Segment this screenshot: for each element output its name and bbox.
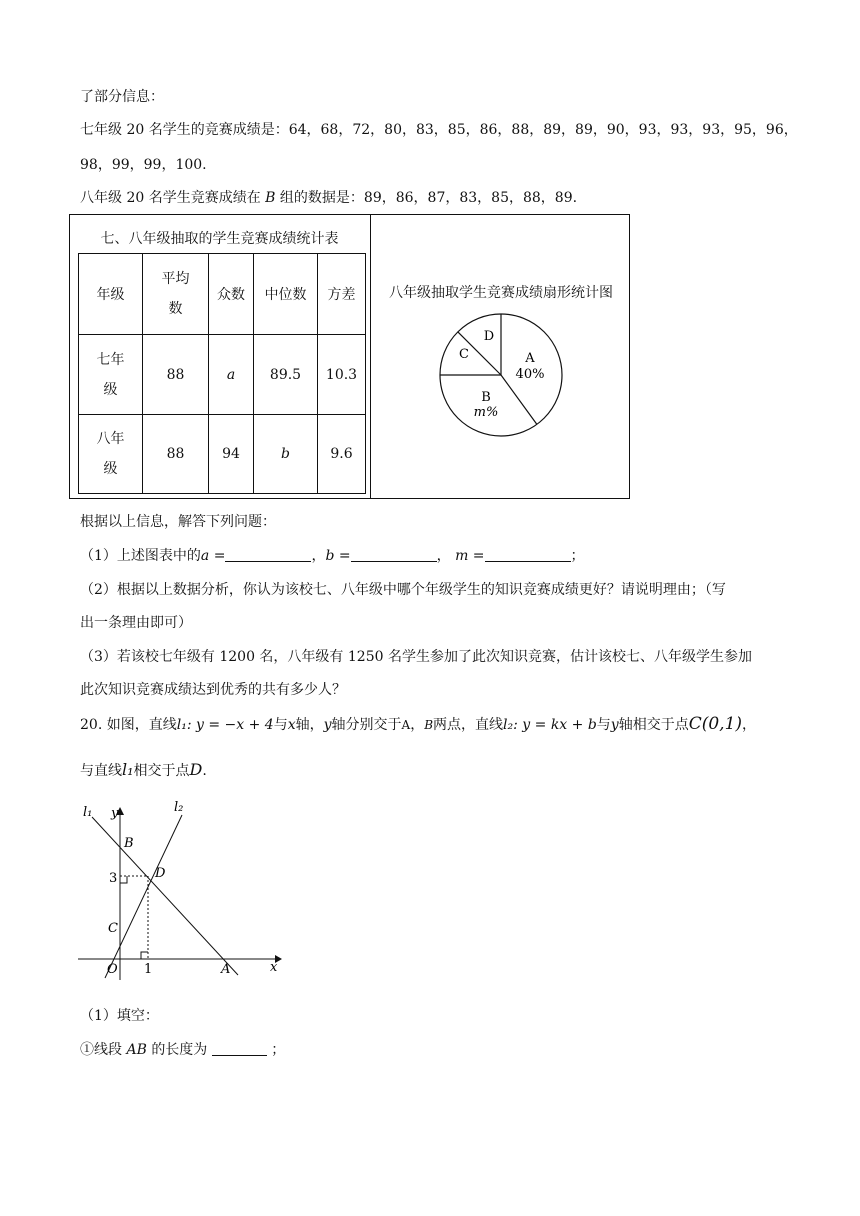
row-median: 89.5 <box>254 335 318 415</box>
question-2-line1: （2）根据以上数据分析，你认为该校七、八年级中哪个年级学生的知识竞赛成绩更好？请说明理由；（写 <box>80 582 726 598</box>
graph-label-y: y <box>111 806 119 821</box>
q1-prefix: （1）上述图表中的 <box>80 548 201 564</box>
line-l1 <box>92 817 238 975</box>
pie-chart <box>436 310 566 440</box>
header-mean-text: 平均数 <box>161 271 190 317</box>
graph-label-l2: l₂ <box>174 800 184 815</box>
p20-eq2: : y = kx + b <box>513 717 597 733</box>
row-mean: 88 <box>143 335 209 415</box>
row-grade-text: 七年级 <box>96 351 125 398</box>
problem20-line1 <box>80 714 756 735</box>
sub-question-1: （1）填空： <box>80 1008 159 1024</box>
p20-l1: l₁ <box>176 717 187 733</box>
graph-tick-3: 3 <box>109 871 118 886</box>
p20-text: 与直线 <box>80 763 122 779</box>
grade8-b-suffix: 组的数据是：89，86，87，83，85，88，89. <box>279 190 578 206</box>
p20-y: y <box>323 717 332 733</box>
line-l2 <box>105 815 182 978</box>
table-header-row <box>79 254 366 335</box>
row-grade <box>79 335 143 415</box>
item1-blank[interactable] <box>212 1041 267 1056</box>
pie-label-a: A <box>525 351 535 366</box>
pie-title: 八年级抽取学生竞赛成绩扇形统计图 <box>389 285 613 301</box>
question-1 <box>80 546 585 566</box>
q1-end: ； <box>570 548 585 564</box>
q1-m-label: m = <box>455 548 485 564</box>
graph-label-A: A <box>221 962 231 977</box>
q1-m-blank[interactable] <box>485 547 571 562</box>
p20-l1: l₁ <box>122 760 134 779</box>
p20-text: 轴分别交于 <box>331 717 402 733</box>
q1-a-label: a = <box>200 548 226 564</box>
graph-tick-1: 1 <box>144 962 153 977</box>
p20-text: 相交于点 <box>133 763 190 779</box>
q1-sep: ， <box>311 548 326 564</box>
grade8-b-group: B <box>265 190 276 206</box>
p20-text: 两点，直线 <box>433 717 504 733</box>
graph-label-O: O <box>107 962 118 977</box>
figure-divider <box>370 214 371 499</box>
table-row <box>79 335 366 415</box>
grade7-scores-line1: 七年级 20 名学生的竞赛成绩是：64，68，72，80，83，85，86，88，89，89，90，93，93，93，95，96， <box>80 122 798 138</box>
right-angle-mark <box>120 876 127 883</box>
item1-suffix: 的长度为 <box>151 1042 208 1058</box>
p20-text: 轴， <box>295 717 324 733</box>
header-mean <box>143 254 209 335</box>
p20-D: D <box>189 760 203 779</box>
row-variance: 10.3 <box>318 335 366 415</box>
row-mode: 94 <box>209 415 254 494</box>
p20-y: y <box>610 717 619 733</box>
item1-prefix: ①线段 <box>80 1042 122 1058</box>
stats-table-title: 七、八年级抽取的学生竞赛成绩统计表 <box>100 231 339 247</box>
question-3-line1: （3）若该校七年级有 1200 名，八年级有 1250 名学生参加了此次知识竞赛，估计该校七、八年级学生参加 <box>80 649 752 665</box>
row-mode: a <box>209 335 254 415</box>
problem20-line2 <box>80 760 207 781</box>
p20-text: . <box>202 763 207 779</box>
p20-text: ， <box>742 717 757 733</box>
row-grade-text: 八年级 <box>96 431 125 477</box>
p20-text: 与 <box>273 717 288 733</box>
stats-table <box>78 253 366 494</box>
pie-value-a: 40% <box>515 367 545 382</box>
header-grade: 年级 <box>79 254 143 335</box>
p20-A: A <box>401 718 411 732</box>
header-median: 中位数 <box>254 254 318 335</box>
question-2-line2: 出一条理由即可） <box>80 615 192 631</box>
item1-end: ； <box>271 1042 286 1058</box>
graph-label-D: D <box>155 866 166 881</box>
question-3-line2: 此次知识竞赛成绩达到优秀的共有多少人？ <box>80 682 346 698</box>
p20-text: ， <box>410 717 425 733</box>
p20-x: x <box>287 717 296 733</box>
row-variance: 9.6 <box>318 415 366 494</box>
p20-text: 如图，直线 <box>106 717 177 733</box>
pie-label-b: B <box>481 390 491 405</box>
p20-text: 轴相交于点 <box>618 717 689 733</box>
header-mode: 众数 <box>209 254 254 335</box>
p20-l2: l₂ <box>503 717 514 733</box>
questions-lead: 根据以上信息，解答下列问题： <box>80 514 276 530</box>
row-mean: 88 <box>143 415 209 494</box>
grade8-b-data <box>80 188 577 208</box>
table-row <box>79 415 366 494</box>
intro-continuation: 了部分信息： <box>80 89 164 105</box>
pie-value-b: m% <box>473 405 499 420</box>
q1-a-blank[interactable] <box>225 547 311 562</box>
p20-B: B <box>424 718 434 732</box>
header-variance: 方差 <box>318 254 366 335</box>
p20-text: 与 <box>596 717 611 733</box>
row-median: b <box>254 415 318 494</box>
p20-eq1: : y = −x + 4 <box>186 717 274 733</box>
sub-question-1-item1 <box>80 1040 285 1060</box>
right-angle-mark <box>141 952 148 959</box>
graph-label-x: x <box>270 960 278 975</box>
q1-b-label: b = <box>325 548 351 564</box>
p20-C: C(0,1) <box>688 714 743 734</box>
problem-number: 20. <box>80 717 103 733</box>
coordinate-graph <box>70 795 290 985</box>
graph-label-C: C <box>108 921 118 936</box>
graph-label-l1: l₁ <box>83 805 93 820</box>
grade8-b-prefix: 八年级 20 名学生竞赛成绩在 <box>80 190 261 206</box>
graph-label-B: B <box>124 836 134 851</box>
grade7-scores-line2: 98，99，99，100. <box>80 157 207 173</box>
item1-ab: AB <box>126 1042 147 1058</box>
pie-label-c: C <box>459 347 469 362</box>
q1-b-blank[interactable] <box>351 547 437 562</box>
row-grade <box>79 415 143 494</box>
q1-sep: ， <box>436 548 451 564</box>
pie-label-d: D <box>483 329 495 344</box>
